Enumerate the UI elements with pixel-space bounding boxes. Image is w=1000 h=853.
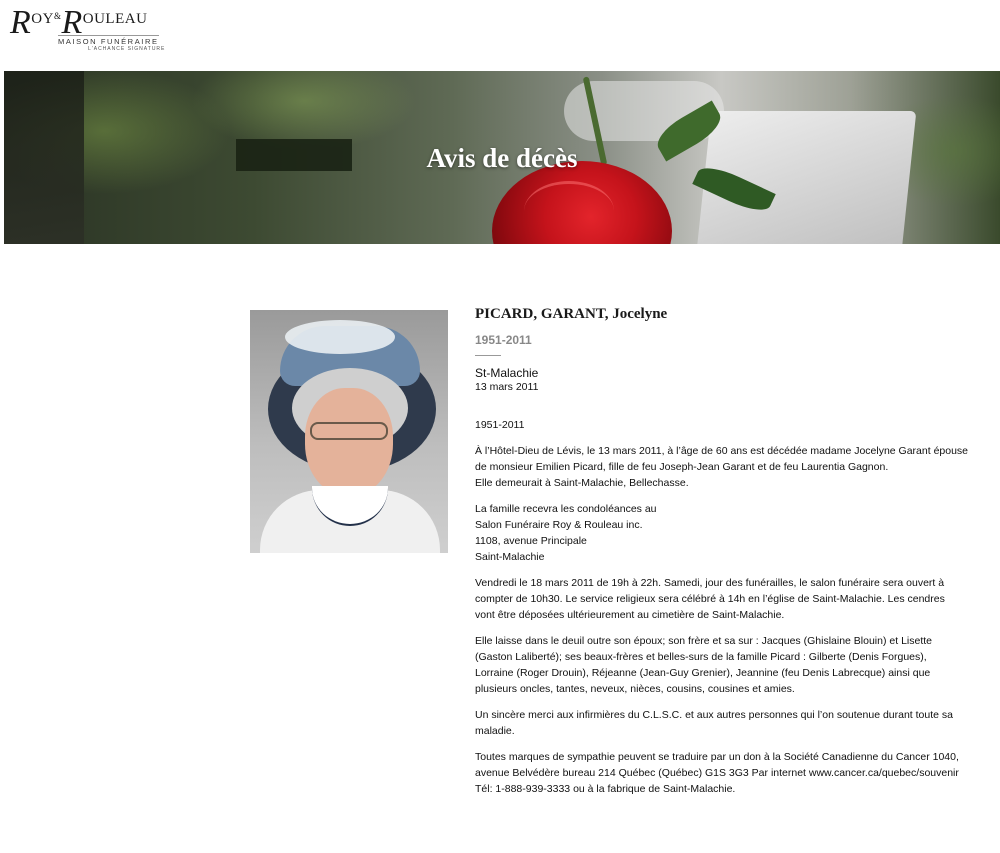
roy-rouleau-logo[interactable] (10, 4, 166, 52)
deceased-name: PICARD, GARANT, Jocelyne (475, 306, 668, 322)
rose-petal-shape (524, 181, 614, 241)
logo-tagline: L'ACHANCE SIGNATURE (88, 46, 166, 52)
obituary-paragraph: Elle laisse dans le deuil outre son époux; son frère et sa sur : Jacques (Ghislaine Blouin) et Lisette (Gaston Laliberté); ses beaux-frères et belles-surs de la famille Picard : Gilberte (Denis Forgues), Lorraine (Roger Drouin), Réjeanne (Jean-Guy Grenier), Jeannine (feu Denis Labrecque) ainsi que plusieurs oncles, tantes, neveux, nièces, cousins, cousines et amies. (475, 635, 933, 695)
hero-banner (4, 71, 1000, 244)
deceased-portrait-photo (250, 310, 448, 553)
page-title: Avis de décès (426, 143, 578, 173)
logo-wordmark: $R^{OY\&}R^{OULEAU}$ (10, 4, 148, 41)
divider (475, 355, 501, 356)
site-header (0, 0, 1000, 70)
obituary-paragraph: 1951-2011 (475, 419, 525, 431)
obituary-paragraph: Vendredi le 18 mars 2011 de 19h à 22h. Samedi, jour des funérailles, le salon funéraire sera ouvert à compter de 10h30. Le service religieux sera célébré à 14h en l’église de Saint-Malachie. Les cendres vont être déposées ultérieurement au cimetière de Saint-Malachie. (475, 577, 945, 621)
obituary-paragraph: À l’Hôtel-Dieu de Lévis, le 13 mars 2011, à l’âge de 60 ans est décédée madame Jocelyne Garant épouse de monsieur Emilien Picard, fille de feu Joseph-Jean Garant et de feu Laurentia Gagnon. Elle demeurait à Saint-Malachie, Bellechasse. (475, 445, 969, 489)
life-years: 1951-2011 (475, 333, 532, 347)
obituary-paragraph: La famille recevra les condoléances au Salon Funéraire Roy & Rouleau inc. 1108, avenue Principale Saint-Malachie (475, 503, 657, 563)
place: St-Malachie (475, 366, 539, 380)
death-date: 13 mars 2011 (475, 381, 539, 393)
obituary-paragraph: Toutes marques de sympathie peuvent se traduire par un don à la Société Canadienne du Cancer 1040, avenue Belvédère bureau 214 Québec (Québec) G1S 3G3 Par internet www.cancer.ca/quebec/souvenir Tél: 1-888-939-3333 ou à la fabrique de Saint-Malachie. (475, 751, 959, 795)
obituary-paragraph: Un sincère merci aux infirmières du C.L.S.C. et aux autres personnes qui l’on soutenue durant toute sa maladie. (475, 709, 954, 737)
logo-subtitle: MAISON FUNÉRAIRE (58, 37, 159, 46)
